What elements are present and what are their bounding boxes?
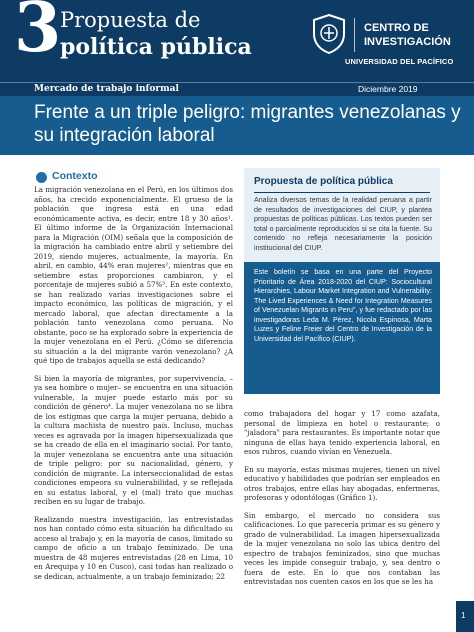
logo-text-line2: INVESTIGACIÓN — [364, 36, 451, 48]
paragraph: Si bien la mayoría de migrantes, por supervivencia, –ya sea hombre o mujer– se encuentra en una situación vulnerable, la mujer puede estarlo más por su condición de género⁴. La mujer venezolana no se libra de los estigmas que carga la mujer peruana, debido a la cultura machista de nuestro país. Incluso, muchas veces es agravada por la imagen hipersexualizada que se ha creado de ella en el imaginario social. Por tanto, la mujer venezolana se encuentra ante una situación de triple peligro: por su nacionalidad, género, y condición de migrante. La interseccionalidad de estas condiciones empeora su vulnerabilidad, y se reflejada en su estatus laboral, y el (mal) trato que muchas reciben en su lugar de trabajo. — [34, 373, 233, 506]
logo-text-line1: CENTRO DE — [364, 22, 429, 34]
proposal-info-box — [244, 168, 440, 262]
proposal-box-title: Propuesta de política pública — [254, 176, 393, 187]
topic-label: Mercado de trabajo informal — [34, 84, 179, 94]
page-number: 1 — [461, 611, 466, 620]
proposal-box-text: Analiza diversos temas de la realidad peruana a partir de resultados de investigaciones del CIUP, y plantea propuestas de políticas públicas. Los textos pueden ser total o parcialmente reproducidos si se cita la fuente. Su contenido no refleja necesariamente la posición institucional del CIUP. — [254, 196, 432, 252]
logo-divider — [354, 18, 355, 52]
series-title-line1: Propuesta de — [60, 8, 201, 32]
right-column — [244, 409, 440, 595]
divider — [254, 192, 430, 193]
paragraph: como trabajadora del hogar y 17 como azafata, personal de limpieza en hotel o restaurante; o "jaladora" para restaurantes. Es importante notar que ninguna de ellas haya tenido experiencia laboral, en esos rubros, cuando vivían en Venezuela. — [244, 409, 440, 456]
document-title: Frente a un triple peligro: migrantes venezolanas y su integración laboral — [34, 102, 461, 146]
paragraph: Realizando nuestra investigación, las entrevistadas nos han contado cómo esta situación ha dificultado su acceso al trabajo y, en la mayoría de casos, limitado su campo de oficio a un trabajo feminizado. De una muestra de 48 mujeres entrevistadas (28 en Lima, 10 en Arequipa y 10 en Cusco), casi todas han realizado o se dedican, actualmente, a un trabajo feminizado; 22 — [34, 514, 233, 581]
issue-number: 3 — [14, 0, 62, 68]
paragraph: La migración venezolana en el Perú, en los últimos dos años, ha crecido exponencialmente. El grueso de la población que ingresa está en una edad económicamente activa, es decir, entre 18 y 30 años¹. El último informe de la Organización Internacional para la Migración (OIM) señala que la composición de la migración ha cambiado entre abril y setiembre del 2019, siendo mujeres, actualmente, la mayoría. En abril, en cambio, 44% eran mujeres², mientras que en setiembre estas proporciones cambiaron, y el porcentaje de mujeres subió a 57%³. En este contexto, se han realizado varias investigaciones sobre el impacto económico, las políticas de migración, y el mercado laboral, que afectan directamente a la población tanto venezolana como peruana. No obstante, poco se ha explorado sobre la experiencia de la mujer venezolana en el Perú. ¿Cómo se diferencia su situación a la del migrante varón venezolano? ¿A qué tipo de trabajos aquella se está dedicando? — [34, 185, 233, 365]
page-number-tab — [456, 601, 474, 632]
paragraph: En su mayoría, estas mismas mujeres, tienen un nivel educativo y habilidades que podrían ser empleados en otros trabajos, entre ellas hay abogadas, enfermeras, profesoras y odontólogas (Gráfico 1). — [244, 464, 440, 502]
issue-date: Diciembre 2019 — [358, 84, 418, 94]
meta-bar — [0, 82, 474, 96]
left-column — [34, 185, 233, 589]
project-note-box — [244, 262, 440, 394]
series-title-line2: política pública — [60, 34, 252, 60]
university-seal-logo — [312, 14, 346, 54]
page-header — [0, 0, 474, 82]
section-heading-context: Contexto — [52, 170, 98, 182]
bullet-circle-icon — [36, 172, 47, 183]
paragraph: Sin embargo, el mercado no considera sus calificaciones. Lo que parecería primar es su género y grado de vulnerabilidad. La imagen hipersexualizada de la mujer venezolana no solo las ubica dentro del espectro de trabajos feminizados, sino que muchas veces les impide conseguir trabajo, y, sea dentro o fuera de este. En lo que nos contaban las entrevistadas nos cuenten casos en los que se les ha — [244, 510, 440, 586]
title-banner — [0, 96, 474, 155]
project-note-text: Este boletín se basa en una parte del Proyecto Prioritario de Área 2018-2020 del CIUP: Sociocultural Hierarchies, Labour Market Integration and Vulnerability: The Lived Experiences & Need for Integration Measures of Venezuelan Migrants in Peru", y fue redactado por las investigadoras Leda M. Pérez, Nicola Espinosa, Marta Luzes y Feline Freier del Centro de Investigación de la Universidad del Pacífico (CIUP). — [254, 268, 432, 343]
logo-university-name: UNIVERSIDAD DEL PACÍFICO — [345, 57, 454, 66]
